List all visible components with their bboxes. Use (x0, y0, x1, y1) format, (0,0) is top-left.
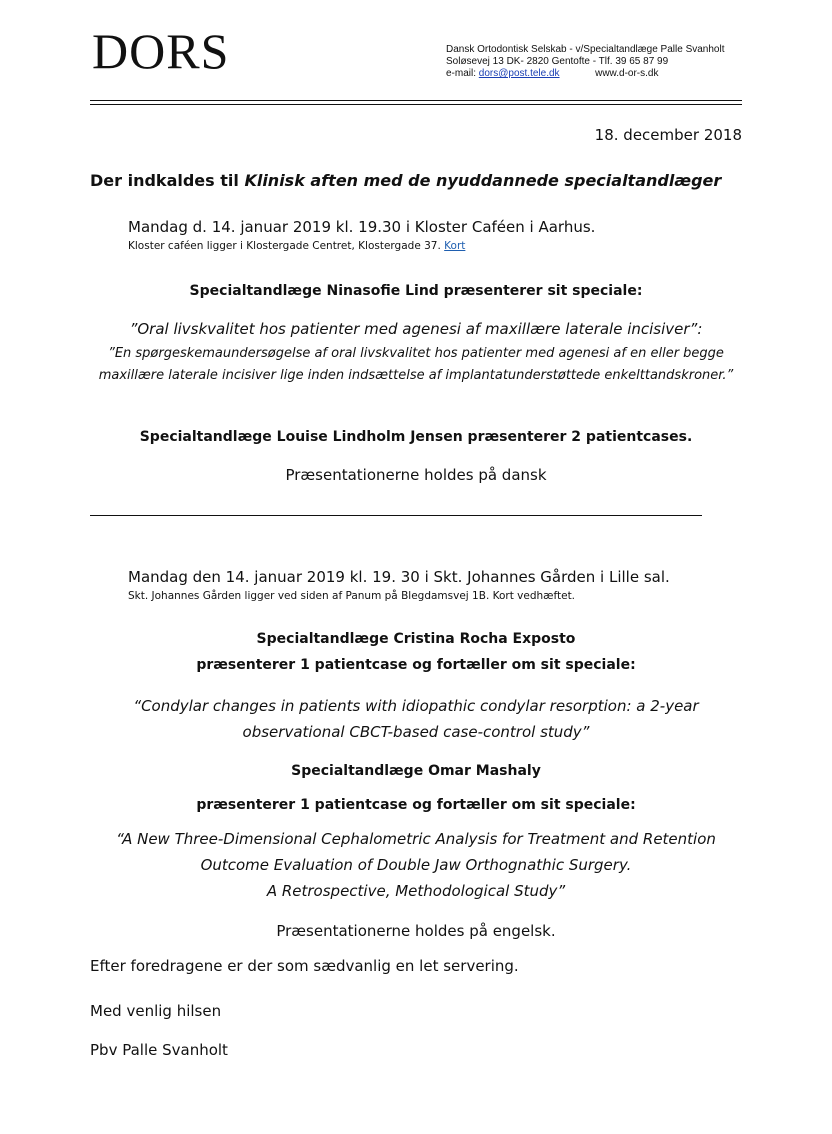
event2-speaker2-name: Specialtandlæge Omar Mashaly (291, 763, 541, 779)
closing-signature: Pbv Palle Svanholt (90, 1041, 228, 1059)
event1-when-where: Mandag d. 14. januar 2019 kl. 19.30 i Kloster Caféen i Aarhus. (128, 218, 596, 236)
event2-speaker1-name: Specialtandlæge Cristina Rocha Exposto (256, 631, 576, 647)
closing-note: Efter foredragene er der som sædvanlig en let servering. (90, 957, 519, 975)
event2-talk2-line1: “A New Three-Dimensional Cephalometric Analysis for Treatment and Retention (116, 830, 716, 848)
event2-speaker1-role: præsenterer 1 patientcase og fortæller om sit speciale: (196, 657, 636, 673)
event1-location-text: Kloster caféen ligger i Klostergade Centret, Klostergade 37. (128, 240, 445, 252)
event1-speaker2: Specialtandlæge Louise Lindholm Jensen præsenterer 2 patientcases. (139, 429, 693, 445)
email-link[interactable]: dors@post.tele.dk (478, 68, 560, 79)
event1-language: Præsentationerne holdes på dansk (285, 466, 547, 484)
event1-speaker1: Specialtandlæge Ninasofie Lind præsenterer sit speciale: (189, 283, 643, 299)
event2-talk1-line2: observational CBCT-based case-control study” (242, 723, 590, 741)
event1-location-note (128, 240, 465, 252)
contact-line (446, 68, 658, 80)
letter-date: 18. december 2018 (594, 126, 742, 144)
event2-talk2-line3: A Retrospective, Methodological Study” (266, 882, 566, 900)
event1-talk-desc-2: maxillære laterale incisiver lige inden indsættelse af implantatunderstøttede enkelttandskroner.” (98, 368, 734, 383)
event2-talk2-line2: Outcome Evaluation of Double Jaw Orthognathic Surgery. (200, 856, 632, 874)
event1-map-link[interactable]: Kort (444, 240, 466, 252)
section-divider (90, 515, 702, 516)
header-rule-bottom (90, 104, 742, 105)
event2-speaker2-role: præsenterer 1 patientcase og fortæller om sit speciale: (196, 797, 636, 813)
dors-logo: DORS (92, 23, 230, 79)
event1-talk-title: ”Oral livskvalitet hos patienter med agenesi af maxillære laterale incisiver”: (129, 320, 703, 338)
event1-talk-desc-1: ”En spørgeskemaundersøgelse af oral livskvalitet hos patienter med agenesi af en eller begge (108, 346, 724, 361)
event2-location-note: Skt. Johannes Gården ligger ved siden af Panum på Blegdamsvej 1B. Kort vedhæftet. (128, 590, 576, 602)
header-rule-top (90, 100, 742, 101)
event2-when-where: Mandag den 14. januar 2019 kl. 19. 30 i Skt. Johannes Gården i Lille sal. (128, 568, 670, 586)
society-address-line: Dansk Ortodontisk Selskab - v/Specialtandlæge Palle Svanholt (446, 44, 725, 55)
street-phone-line: Soløsevej 13 DK- 2820 Gentofte - Tlf. 39 65 87 99 (446, 56, 669, 67)
headline (90, 171, 721, 190)
event2-language: Præsentationerne holdes på engelsk. (276, 922, 556, 940)
closing-greeting: Med venlig hilsen (90, 1002, 222, 1020)
website-text: www.d-or-s.dk (595, 68, 659, 79)
email-label: e-mail: (446, 68, 477, 79)
headline-title: Klinisk aften med de nyuddannede specialtandlæger (244, 171, 722, 190)
event2-talk1-line1: “Condylar changes in patients with idiopathic condylar resorption: a 2-year (133, 697, 699, 715)
headline-prefix: Der indkaldes til (90, 171, 245, 190)
